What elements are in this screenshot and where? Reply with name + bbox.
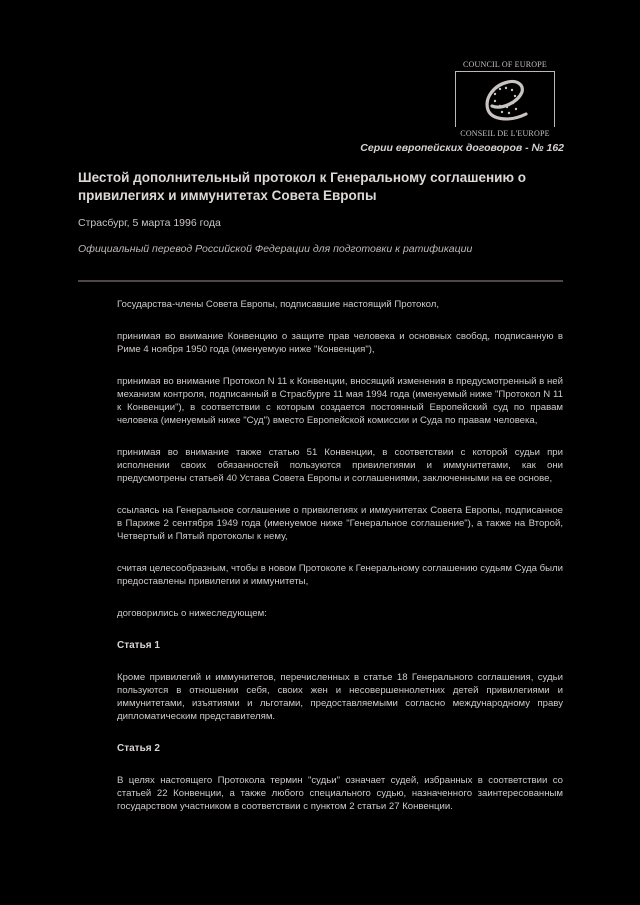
article-text: Кроме привилегий и иммунитетов, перечисленных в статье 18 Генерального соглашения, судьи пользуются в отношении себя, своих жен и несовершеннолетних детей привилегиями и иммунитетами, изъятиями и льготами, предоставляемыми согласно международному праву дипломатическим представителям. [117,672,563,722]
treaty-series-label: Серии европейских договоров - № 162 [360,142,564,154]
preamble-paragraph: ссылаясь на Генеральное соглашение о привилегиях и иммунитетах Совета Европы, подписанное в Париже 2 сентября 1949 года (именуемое ниже "Генеральное соглашение"), а также на Второй, Четвертый и Пятый протоколы к нему, [117,505,563,542]
preamble-paragraph: считая целесообразным, чтобы в новом Протоколе к Генеральному соглашению судьям Суда были предоставлены привилегии и иммунитеты, [117,563,563,587]
preamble-paragraph: Государства-члены Совета Европы, подписавшие настоящий Протокол, [117,299,440,310]
article-heading: Статья 2 [117,743,160,754]
preamble-paragraph: принимая во внимание Конвенцию о защите прав человека и основных свобод, подписанную в Риме 4 ноября 1950 года (именуемую ниже "Конвенция"), [117,331,563,355]
official-translation-note: Официальный перевод Российской Федерации для подготовки к ратификации [78,243,473,255]
place-date: Страсбург, 5 марта 1996 года [78,217,221,229]
preamble-paragraph: принимая во внимание Протокол N 11 к Конвенции, вносящий изменения в предусмотренный в ней механизм контроля, подписанный в Страсбурге 11 мая 1994 года (именуемый ниже "Протокол N 11 к Конвенции"), в соответствии с которым создается постоянный Европейский суд по правам человека (именуемый ниже "Суд") вместо Европейской комиссии и Суда по правам человека, [117,376,563,426]
article-heading: Статья 1 [117,640,160,651]
document-title: Шестой дополнительный протокол к Генеральному соглашению о привилегиях и иммунитетах Совета Европы [78,170,527,203]
document-body [117,298,563,832]
article-text: В целях настоящего Протокола термин "судьи" означает судей, избранных в соответствии со статьей 22 Конвенции, а также любого специального судью, назначенного заинтересованным государством участником в соответствии с пунктом 2 статьи 27 Конвенции. [117,775,563,812]
horizontal-divider [78,280,563,282]
logo-emblem-frame [455,71,555,127]
logo-top-text: COUNCIL OF EUROPE [463,60,547,69]
council-of-europe-logo [452,60,558,138]
preamble-paragraph: договорились о нижеследующем: [117,608,267,619]
preamble-paragraph: принимая во внимание также статью 51 Конвенции, в соответствии с которой судьи при исполнении своих обязанностей пользуются привилегиями и иммунитетами, как они предусмотрены статьей 40 Устава Совета Европы и соглашениями, заключенными на ее основе, [117,447,563,484]
council-emblem-icon [478,76,534,126]
logo-bottom-text: CONSEIL DE L'EUROPE [460,129,550,138]
